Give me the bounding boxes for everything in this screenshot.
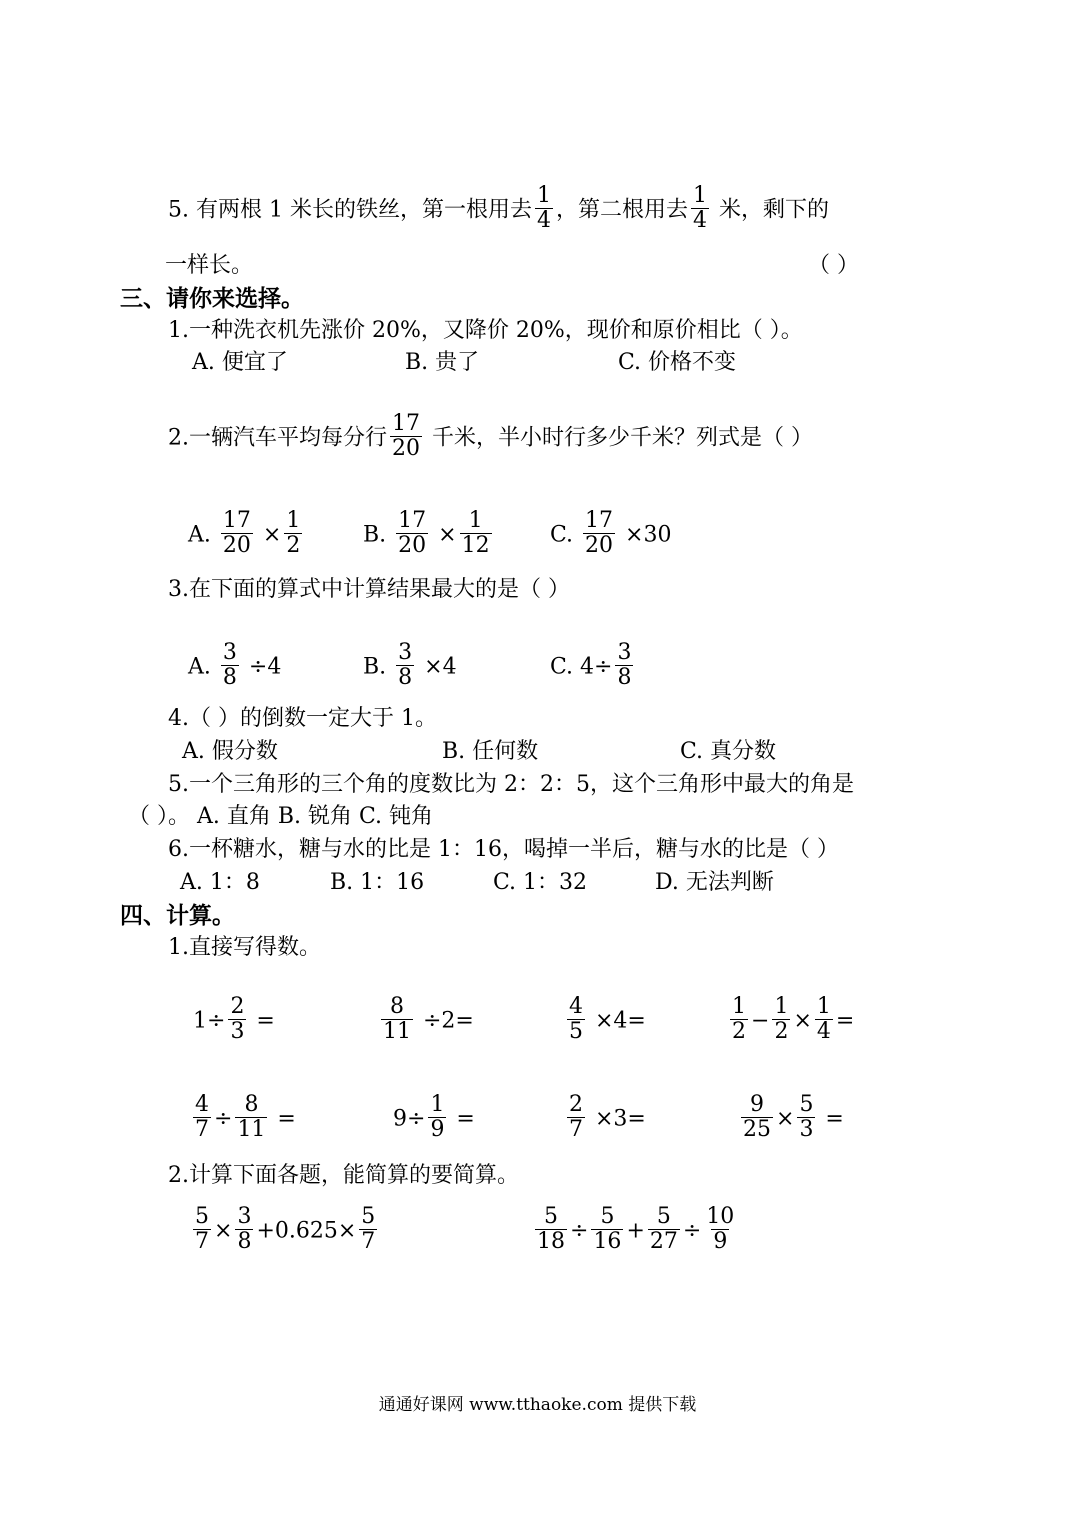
- s3-q1: 1.一种洗衣机先涨价 20%，又降价 20%，现价和原价相比（ ）。: [168, 318, 803, 343]
- fraction: $\frac{1}{4}$: [536, 183, 551, 233]
- s2-q5-text-c: 米，剩下的: [711, 197, 829, 223]
- s3-q3: 3.在下面的算式中计算结果最大的是（ ）: [168, 577, 570, 602]
- s3-q1-option-c: C. 价格不变: [618, 350, 737, 375]
- section-3-title: 三、请你来选择。: [120, 285, 304, 312]
- s3-q2-option-a: A. $\frac{17}{20}$ × $\frac{1}{2}$: [188, 508, 301, 558]
- calc-r2-1: $\frac{4}{7}$ ÷ $\frac{8}{11}$ =: [195, 1092, 296, 1142]
- s2-q5-line2: 一样长。: [165, 253, 254, 278]
- s3-q1-option-a: A. 便宜了: [192, 350, 288, 375]
- s3-q2-option-c: C. $\frac{17}{20}$ ×30: [550, 508, 672, 558]
- s3-q3-option-c: C. 4÷ $\frac{3}{8}$: [550, 640, 632, 690]
- s3-q6-option-c: C. 1：32: [493, 870, 588, 895]
- calc-r1-3: $\frac{4}{5}$ ×4=: [569, 994, 646, 1044]
- fraction: $\frac{17}{20}$: [392, 411, 420, 461]
- s3-q5-line2: （ ）。 A. 直角 B. 锐角 C. 钝角: [128, 804, 434, 829]
- s3-q2-text-a: 2.一辆汽车平均每分行: [168, 425, 387, 451]
- s3-q3-option-a: A. $\frac{3}{8}$ ÷4: [188, 640, 282, 690]
- s3-q4-option-c: C. 真分数: [680, 739, 777, 764]
- s2-q5-line1: [168, 183, 829, 235]
- answer-paren: （ ）: [808, 253, 859, 278]
- calc-simplify-2: $\frac{5}{18}$ ÷ $\frac{5}{16}$ + $\frac{5}{27}$ ÷ $\frac{10}{9}$: [537, 1204, 735, 1254]
- s2-q5-text-b: ，第二根用去: [555, 197, 688, 223]
- section-4-title: 四、计算。: [120, 902, 235, 929]
- s3-q6-option-a: A. 1：8: [180, 870, 260, 895]
- s3-q4-option-a: A. 假分数: [182, 739, 278, 764]
- s3-q4: 4.（ ）的倒数一定大于 1。: [168, 706, 437, 731]
- calc-r1-1: 1÷ $\frac{2}{3}$ =: [193, 994, 275, 1044]
- calc-r2-4: $\frac{9}{25}$ × $\frac{5}{3}$ =: [743, 1092, 844, 1142]
- s4-part1: 1.直接写得数。: [168, 935, 321, 960]
- calc-r2-3: $\frac{2}{7}$ ×3=: [569, 1092, 646, 1142]
- s3-q5: 5.一个三角形的三个角的度数比为 2：2：5，这个三角形中最大的角是: [168, 772, 854, 797]
- calc-r1-4: $\frac{1}{2}$ − $\frac{1}{2}$ × $\frac{1}{4}$ =: [732, 994, 855, 1044]
- s3-q2-text-b: 千米，半小时行多少千米？列式是（ ）: [425, 425, 813, 451]
- s3-q3-option-b: B. $\frac{3}{8}$ ×4: [363, 640, 457, 690]
- page-footer: 通通好课网 www.tthaoke.com 提供下载: [378, 1395, 697, 1415]
- s3-q6-option-d: D. 无法判断: [655, 870, 774, 895]
- calc-r1-2: $\frac{8}{11}$ ÷2=: [383, 994, 474, 1044]
- s3-q2-option-b: B. $\frac{17}{20}$ × $\frac{1}{12}$: [363, 508, 490, 558]
- s4-part2: 2.计算下面各题，能简算的要简算。: [168, 1163, 519, 1188]
- s3-q4-option-b: B. 任何数: [442, 739, 539, 764]
- calc-r2-2: 9÷ $\frac{1}{9}$ =: [393, 1092, 475, 1142]
- calc-simplify-1: $\frac{5}{7}$ × $\frac{3}{8}$ +0.625× $\frac{5}{7}$: [195, 1204, 376, 1254]
- s3-q2: [168, 411, 813, 463]
- s3-q6: 6.一杯糖水，糖与水的比是 1：16，喝掉一半后，糖与水的比是（ ）: [168, 837, 839, 862]
- s3-q6-option-b: B. 1：16: [330, 870, 425, 895]
- s2-q5-text-a: 5. 有两根 1 米长的铁丝，第一根用去: [168, 197, 532, 223]
- s3-q1-option-b: B. 贵了: [405, 350, 480, 375]
- fraction: $\frac{1}{4}$: [692, 183, 707, 233]
